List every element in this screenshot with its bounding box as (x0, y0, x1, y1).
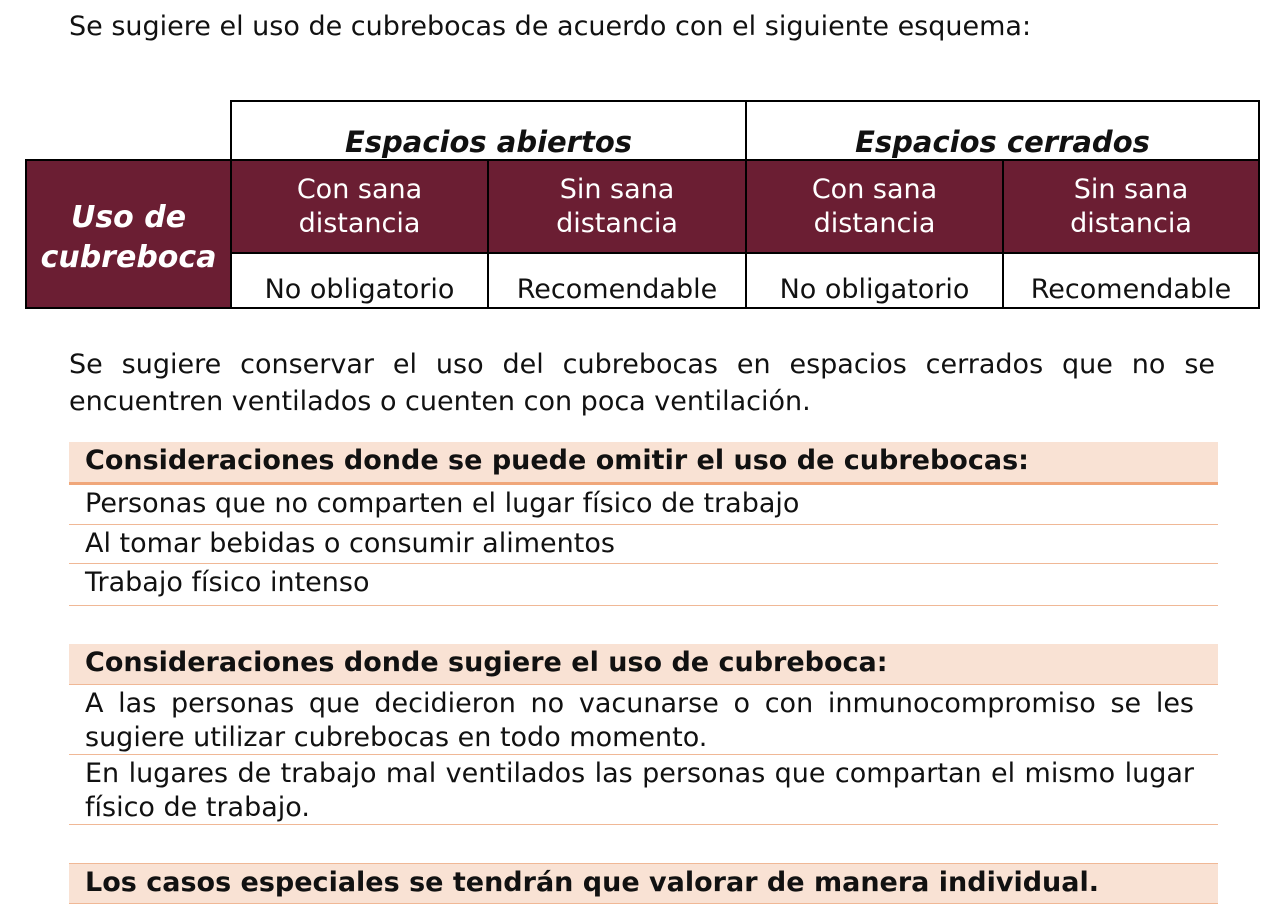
value-abiertos-con-sana-distancia: No obligatorio (230, 252, 489, 309)
row-label-uso-de-cubreboca: Uso de cubreboca (25, 159, 232, 309)
suggest-considerations-title: Consideraciones donde sugiere el uso de cubreboca: (69, 644, 1218, 685)
value-cerrados-sin-sana-distancia: Recomendable (1002, 252, 1260, 309)
subheader-abiertos-con-sana-distancia: Con sana distancia (230, 159, 489, 254)
value-cerrados-con-sana-distancia: No obligatorio (745, 252, 1004, 309)
header-espacios-abiertos: Espacios abiertos (230, 100, 747, 161)
subheader-cerrados-sin-sana-distancia: Sin sana distancia (1002, 159, 1260, 254)
suggest-considerations-box (69, 644, 1218, 825)
value-abiertos-sin-sana-distancia: Recomendable (487, 252, 747, 309)
intro-text: Se sugiere el uso de cubrebocas de acuerdo con el siguiente esquema: (69, 11, 1032, 42)
list-item: Personas que no comparten el lugar físico de trabajo (69, 485, 1218, 525)
list-item: Trabajo físico intenso (69, 564, 1218, 606)
ventilation-paragraph: Se sugiere conservar el uso del cubrebocas en espacios cerrados que no se encuentren ventilados o cuenten con poca ventilación. (69, 349, 1215, 417)
omit-considerations-box (69, 442, 1218, 606)
header-espacios-cerrados: Espacios cerrados (745, 100, 1260, 161)
list-item: En lugares de trabajo mal ventilados las personas que compartan el mismo lugar físico de trabajo. (69, 755, 1218, 825)
subheader-abiertos-sin-sana-distancia: Sin sana distancia (487, 159, 747, 254)
subheader-cerrados-con-sana-distancia: Con sana distancia (745, 159, 1004, 254)
omit-considerations-title: Consideraciones donde se puede omitir el uso de cubrebocas: (69, 442, 1218, 485)
list-item: Al tomar bebidas o consumir alimentos (69, 525, 1218, 564)
special-cases-note: Los casos especiales se tendrán que valorar de manera individual. (69, 863, 1218, 904)
list-item: A las personas que decidieron no vacunarse o con inmunocompromiso se les sugiere utilizar cubrebocas en todo momento. (69, 685, 1218, 755)
special-cases-box (69, 863, 1218, 904)
